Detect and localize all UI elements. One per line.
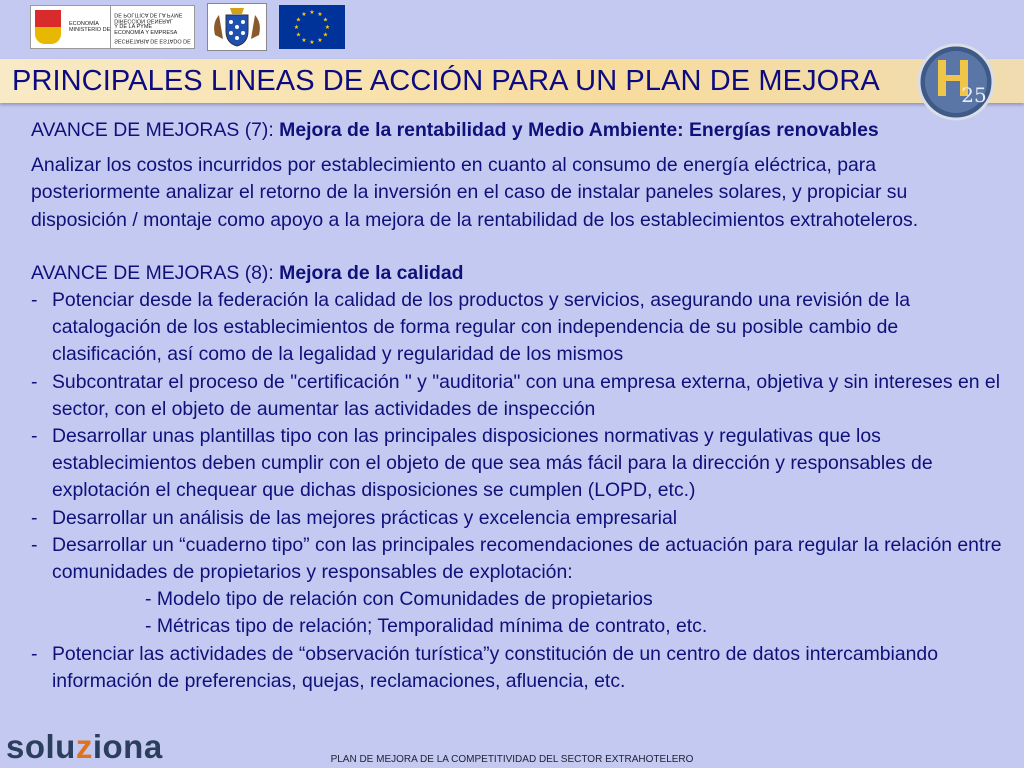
list-item-text: Desarrollar unas plantillas tipo con las principales disposiciones normativas y regulativas que los establecimientos deben cumplir con el objeto de que sea más fácil para la dirección y responsables de explotación el chequear que dichas disposiciones se cumplen (LOPD, etc.) xyxy=(52,425,933,502)
title-bar xyxy=(0,59,1024,103)
sub-list-item: - Modelo tipo de relación con Comunidades de propietarios xyxy=(145,588,653,611)
svg-text:★: ★ xyxy=(301,11,307,18)
list-item xyxy=(31,505,1006,532)
logo-part: solu xyxy=(6,728,76,765)
eu-flag-logo xyxy=(279,5,345,49)
ministry-right-line: Y DE LA PYME xyxy=(114,23,153,30)
sub-list-item: - Métricas tipo de relación; Temporalidad mínima de contrato, etc. xyxy=(145,615,708,638)
logo-highlight: z xyxy=(75,728,93,765)
list-item-text: Subcontratar el proceso de "certificación " y "auditoria" con una empresa externa, objetiva y sin intereses en el sector, con el objeto de aumentar las actividades de inspección xyxy=(52,370,1001,420)
list-item-text: Desarrollar un “cuaderno tipo” con las principales recomendaciones de actuación para regular la relación entre comunidades de propietarios y responsables de explotación: xyxy=(52,533,1002,584)
svg-text:★: ★ xyxy=(301,37,307,44)
bullet-dash: - xyxy=(31,370,38,393)
list-item-text: Desarrollar un análisis de las mejores prácticas y excelencia empresarial xyxy=(52,506,678,529)
spain-shield-icon xyxy=(35,10,61,44)
canarias-logo xyxy=(207,3,267,51)
svg-text:★: ★ xyxy=(309,39,315,46)
list-item xyxy=(31,532,1006,586)
section-8-title: Mejora de la calidad xyxy=(279,261,464,284)
ministry-logo xyxy=(30,5,195,49)
list-item xyxy=(31,423,1006,505)
spacer xyxy=(31,144,1006,152)
svg-text:★: ★ xyxy=(293,24,300,31)
bullet-dash: - xyxy=(31,506,38,529)
section-8-prefix: AVANCE DE MEJORAS (8): xyxy=(31,261,280,284)
anniversary-badge-icon xyxy=(916,42,996,122)
svg-text:★: ★ xyxy=(324,24,331,31)
list-item xyxy=(31,287,1006,369)
canarias-shield-icon xyxy=(209,5,265,49)
ministry-right-text xyxy=(110,6,191,48)
svg-text:★: ★ xyxy=(317,37,323,44)
section-7-title: Mejora de la rentabilidad y Medio Ambiente: Energías renovables xyxy=(279,119,879,141)
slide-content xyxy=(31,117,1006,695)
svg-text:★: ★ xyxy=(322,16,329,24)
spacer xyxy=(31,234,1006,260)
svg-text:★: ★ xyxy=(317,11,323,18)
bullet-dash: - xyxy=(31,642,38,665)
ministry-left-text xyxy=(65,6,110,48)
ministry-right-line: DIRECCIÓN GENERAL xyxy=(114,17,173,24)
list-item-text: Potenciar desde la federación la calidad de los productos y servicios, asegurando una revisión de la catalogación de los establecimientos de forma regular con independencia de su posible cambio de clasificación, así como de la legalidad y regularidad de los mismos xyxy=(52,289,911,366)
logo-part: iona xyxy=(92,728,163,765)
svg-text:★: ★ xyxy=(309,9,315,16)
section-8-heading xyxy=(31,260,1006,287)
bullet-dash: - xyxy=(31,289,38,312)
bullet-dash: - xyxy=(31,533,38,556)
list-item-text: Potenciar las actividades de “observación turística”y constitución de un centro de datos intercambiando información de preferencias, quejas, reclamaciones, afluencia, etc. xyxy=(52,642,938,692)
header-logos xyxy=(30,4,345,50)
section-7-prefix: AVANCE DE MEJORAS (7): xyxy=(31,119,280,141)
section-7-heading xyxy=(31,117,1006,144)
svg-text:★: ★ xyxy=(295,31,302,39)
ministry-left-line: ECONOMÍA xyxy=(69,20,99,27)
badge-number: 25 xyxy=(961,83,987,107)
svg-text:★: ★ xyxy=(295,16,302,24)
ministry-left-line: MINISTERIO DE xyxy=(69,27,111,33)
section-7-body: Analizar los costos incurridos por establecimiento en cuanto al consumo de energía eléctrica, para posteriormente analizar el retorno de la inversión en el caso de instalar paneles solares, y propiciar su disposición / montaje como apoyo a la mejora de la rentabilidad de los establecimientos extrahoteleros. xyxy=(31,154,919,231)
ministry-right-line: SECRETARÍA DE ESTADO DE xyxy=(114,37,191,44)
ministry-right-line: ECONOMÍA Y EMPRESA xyxy=(114,30,178,37)
anniversary-badge xyxy=(916,42,996,122)
bullet-dash: - xyxy=(31,425,38,448)
page-title: PRINCIPALES LINEAS DE ACCIÓN PARA UN PLAN DE MEJORA xyxy=(12,65,880,97)
list-item xyxy=(31,641,1006,695)
svg-text:★: ★ xyxy=(322,31,329,39)
footer-caption: PLAN DE MEJORA DE LA COMPETITIVIDAD DEL SECTOR EXTRAHOTELERO xyxy=(330,754,694,765)
list-item xyxy=(31,369,1006,423)
eu-stars-icon xyxy=(279,5,345,49)
ministry-right-line: DE POLÍTICA DE LA PYME xyxy=(114,11,183,18)
